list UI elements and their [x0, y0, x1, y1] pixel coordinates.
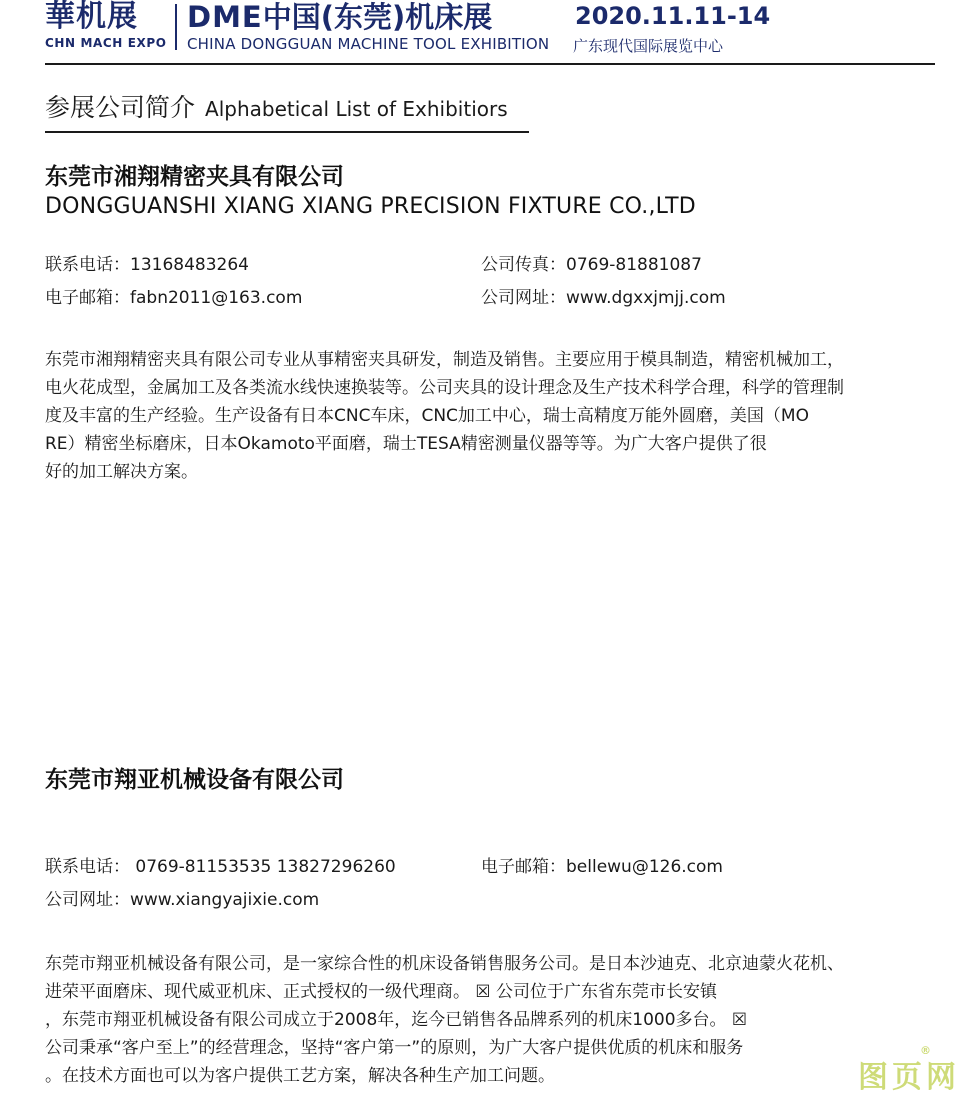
- header-separator: [175, 4, 177, 50]
- company-description: [45, 346, 945, 486]
- dme-title: [187, 0, 492, 34]
- description-line: RE）精密坐标磨床，日本Okamoto平面磨，瑞士TESA精密测量仪器等等。为广大客户提供了很: [45, 434, 767, 454]
- description-line: ，东莞市翔亚机械设备有限公司成立于2008年，迄今已销售各品牌系列的机床1000多台。 ☒: [45, 1010, 748, 1030]
- company-fax: 公司传真：0769-81881087: [481, 255, 702, 275]
- watermark: [858, 1044, 960, 1096]
- company-name-cn: 东莞市湘翔精密夹具有限公司: [45, 164, 344, 190]
- dme-title-en: CHINA DONGGUAN MACHINE TOOL EXHIBITION: [187, 35, 550, 53]
- company-website[interactable]: 公司网址：www.dgxxjmjj.com: [481, 288, 726, 308]
- description-line: 东莞市翔亚机械设备有限公司，是一家综合性的机床设备销售服务公司。是日本沙迪克、北京迪蒙火花机、: [45, 954, 844, 974]
- description-line: 好的加工解决方案。: [45, 462, 198, 482]
- company-phone: 联系电话： 0769-81153535 13827296260: [45, 857, 396, 877]
- company-description: [45, 950, 945, 1090]
- company-email[interactable]: 电子邮箱：fabn2011@163.com: [45, 288, 303, 308]
- logo-english: CHN MACH EXPO: [45, 36, 167, 50]
- exhibition-date: 2020.11.11-14: [575, 2, 771, 30]
- description-line: 公司秉承“客户至上”的经营理念，坚持“客户第一”的原则，为广大客户提供优质的机床和服务: [45, 1038, 744, 1058]
- description-line: 电火花成型，金属加工及各类流水线快速换装等。公司夹具的设计理念及生产技术科学合理，科学的管理制: [45, 378, 844, 398]
- description-line: 进荣平面磨床、现代威亚机床、正式授权的一级代理商。 ☒ 公司位于广东省东莞市长安镇: [45, 982, 718, 1002]
- dme-mark: DME: [187, 0, 263, 34]
- exhibition-venue: 广东现代国际展览中心: [573, 37, 724, 55]
- section-title-cn: 参展公司简介: [45, 93, 196, 122]
- section-title-en: Alphabetical List of Exhibitiors: [205, 97, 508, 121]
- company-name-cn: 东莞市翔亚机械设备有限公司: [45, 767, 344, 793]
- description-line: 度及丰富的生产经验。生产设备有日本CNC车床，CNC加工中心，瑞士高精度万能外圆磨，美国（MO: [45, 406, 809, 426]
- section-title: [45, 88, 508, 124]
- logo-chinese: 華机展: [45, 0, 138, 34]
- exhibition-header: [45, 0, 935, 64]
- company-phone: 联系电话：13168483264: [45, 255, 249, 275]
- watermark-text: 图页网: [858, 1060, 960, 1095]
- section-underline: [45, 131, 529, 133]
- company-email[interactable]: 电子邮箱：bellewu@126.com: [481, 857, 723, 877]
- company-website[interactable]: 公司网址：www.xiangyajixie.com: [45, 890, 320, 910]
- dme-title-cn: 中国(东莞)机床展: [262, 0, 493, 34]
- company-name-en: DONGGUANSHI XIANG XIANG PRECISION FIXTURE CO.,LTD: [45, 194, 696, 219]
- description-line: 。在技术方面也可以为客户提供工艺方案，解决各种生产加工问题。: [45, 1066, 555, 1086]
- description-line: 东莞市湘翔精密夹具有限公司专业从事精密夹具研发，制造及销售。主要应用于模具制造，精密机械加工，: [45, 350, 844, 370]
- registered-mark: ®: [920, 1044, 935, 1057]
- header-divider: [45, 63, 935, 65]
